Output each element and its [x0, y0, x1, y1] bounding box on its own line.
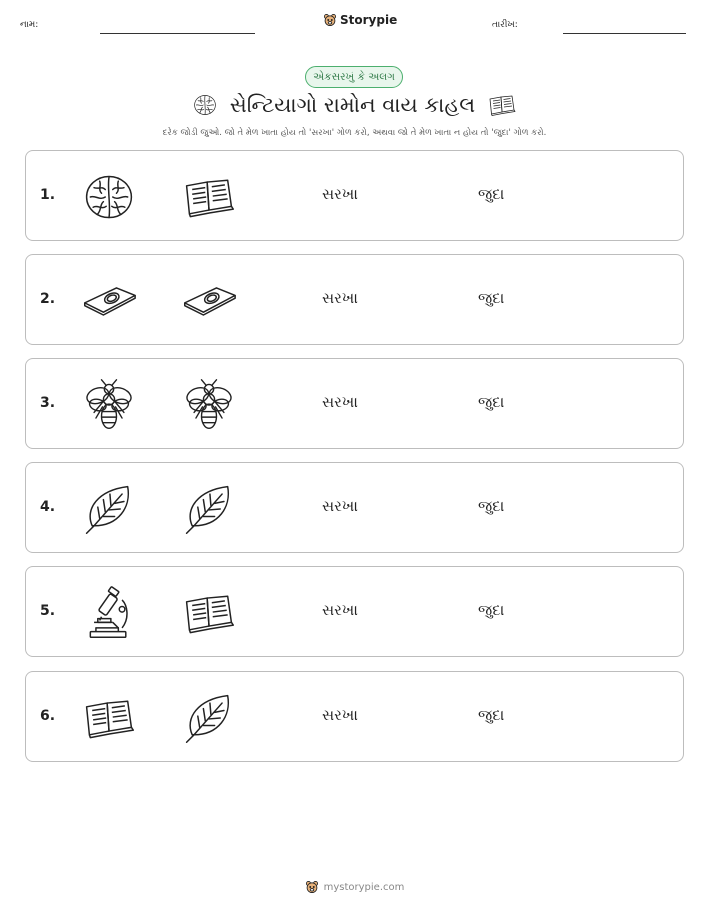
leaf-icon [81, 481, 137, 537]
question-row [25, 254, 684, 345]
bee-icon [181, 377, 237, 433]
different-option[interactable]: જુદા [478, 706, 505, 724]
microscope-icon [81, 585, 137, 641]
question-row [25, 671, 684, 762]
title-row [0, 90, 709, 120]
question-number: 5. [40, 603, 56, 619]
leaf-icon [181, 481, 237, 537]
instructions: દરેક જોડી જુઓ. જો તે મેળ ખાતા હોય તો 'સરખા' ગોળ કરો, અથવા જો તે મેળ ખાતા ન હોય તો 'જુદા' ગોળ કરો. [162, 128, 547, 138]
page-title: સેન્ટિયાગો રામોન વાય કાહલ [229, 92, 476, 117]
brand-logo [323, 13, 397, 27]
bear-logo-icon [323, 13, 337, 27]
bee-icon [81, 377, 137, 433]
microscope-slide-icon [181, 273, 237, 329]
question-number: 2. [40, 291, 56, 307]
name-label: નામ: [20, 20, 39, 30]
different-option[interactable]: જુદા [478, 497, 505, 515]
date-label: તારીખ: [492, 20, 518, 30]
question-number: 1. [40, 187, 56, 203]
brand-name: Storypie [340, 13, 398, 27]
question-row [25, 462, 684, 553]
question-row [25, 566, 684, 657]
footer-url: mystorypie.com [323, 881, 405, 893]
same-option[interactable]: સરખા [322, 393, 358, 411]
different-option[interactable]: જુદા [478, 393, 505, 411]
different-option[interactable]: જુદા [478, 289, 505, 307]
book-icon [81, 690, 137, 746]
book-icon [487, 90, 517, 120]
brain-icon [81, 169, 137, 225]
brain-icon [192, 92, 218, 118]
date-line[interactable] [563, 33, 686, 34]
book-icon [181, 169, 237, 225]
different-option[interactable]: જુદા [478, 185, 505, 203]
worksheet-type-badge: એકસરખું કે અલગ [305, 66, 403, 88]
question-number: 3. [40, 395, 56, 411]
name-line[interactable] [100, 33, 255, 34]
footer [0, 880, 709, 894]
same-option[interactable]: સરખા [322, 497, 358, 515]
same-option[interactable]: સરખા [322, 601, 358, 619]
question-row [25, 358, 684, 449]
book-icon [181, 585, 237, 641]
question-row [25, 150, 684, 241]
microscope-slide-icon [81, 273, 137, 329]
question-number: 6. [40, 708, 56, 724]
question-number: 4. [40, 499, 56, 515]
same-option[interactable]: સરખા [322, 706, 358, 724]
different-option[interactable]: જુદા [478, 601, 505, 619]
same-option[interactable]: સરખા [322, 289, 358, 307]
same-option[interactable]: સરખા [322, 185, 358, 203]
leaf-icon [181, 690, 237, 746]
bear-logo-icon [305, 880, 319, 894]
